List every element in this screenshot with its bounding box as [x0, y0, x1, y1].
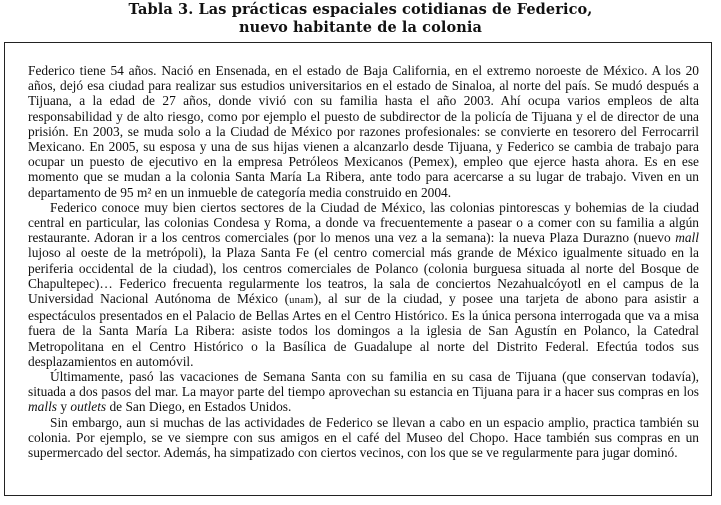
table-title [0, 1, 721, 37]
paragraph-2-text-c: ), al sur de la ciudad, y posee una tarjeta de abono para asistir a espectáculos presentados en el Palacio de Bellas Artes en el Centro Histórico. Es la única persona interrogada que va a misa fuera de la Santa María La Ribera: asiste todos los domingos a la iglesia de San Agustín en Polanco, la Catedral Metropolitana en el Centro Histórico o la Basílica de Guadalupe al norte del Distrito Federal. Efectúa todos sus desplazamientos en automóvil. [28, 291, 699, 369]
table-body [28, 63, 699, 460]
paragraph-1: Federico tiene 54 años. Nació en Ensenada, en el estado de Baja California, en el extremo noroeste de México. A los 20 años, dejó esa ciudad para realizar sus estudios universitarios en el estado de Sinaloa, al norte del país. Se mudó después a Tijuana, a la edad de 27 años, donde vivió con su familia hasta el año 2003. Ahí ocupa varios empleos de alta responsabilidad y de alto riesgo, como por ejemplo el puesto de subdirector de la policía de Tijuana y el de director de una prisión. En 2003, se muda solo a la Ciudad de México por razones profesionales: se convierte en tesorero del Ferrocarril Mexicano. En 2005, su esposa y una de sus hijas vienen a alcanzarlo desde Tijuana, y Federico se cambia de trabajo para ocupar un puesto de ejecutivo en la empresa Petróleos Mexicanos (Pemex), empleo que ejerce hasta ahora. Es en ese momento que se mudan a la colonia Santa María La Ribera, ante todo para acercarse a su lugar de trabajo. Viven en un departamento de 95 m² en un inmueble de categoría media construido en 2004. [28, 63, 699, 200]
table-title-line-2: nuevo habitante de la colonia [238, 19, 483, 36]
small-caps-unam: unam [289, 295, 314, 307]
paragraph-2-text-a: Federico conoce muy bien ciertos sectores de la Ciudad de México, las colonias pintorescas y bohemias de la ciudad central en particular, las colonias Condesa y Roma, a donde va frecuentemente a pasear o a comer con su familia a algún restaurante. Adoran ir a los centros comerciales (por lo menos una vez a la semana): la nueva Plaza Durazno (nuevo [28, 199, 699, 246]
italic-mall: mall [675, 230, 699, 246]
italic-outlets: outlets [70, 399, 107, 415]
paragraph-3 [28, 369, 699, 415]
table-title-line-1: Tabla 3. Las prácticas espaciales cotidianas de Federico, [128, 1, 593, 18]
paragraph-4: Sin embargo, aun si muchas de las actividades de Federico se llevan a cabo en un espacio amplio, practica también su colonia. Por ejemplo, se ve siempre con sus amigos en el café del Museo del Chopo. Hace también sus compras en un supermercado del sector. Además, ha simpatizado con ciertos vecinos, con los que se ve regularmente para jugar dominó. [28, 414, 699, 461]
paragraph-2-text-b: lujoso al oeste de la metrópoli), la Plaza Santa Fe (el centro comercial más grande de México igualmente situado en la periferia occidental de la ciudad), los centros comerciales de Polanco (colonia burguesa situada al norte del Bosque de Chapultepec)… Federico frecuenta regularmente los teatros, la sala de conciertos Nezahualcóyotl en el campus de la Universidad Nacional Autónoma de México ( [28, 245, 699, 307]
paragraph-3-text-b: y [57, 399, 71, 415]
paragraph-2 [28, 200, 699, 369]
paragraph-3-text-c: de San Diego, en Estados Unidos. [106, 399, 292, 415]
paragraph-3-text-a: Últimamente, pasó las vacaciones de Semana Santa con su familia en su casa de Tijuana (que conservan todavía), situada a dos pasos del mar. La mayor parte del tiempo aprovechan su estancia en Tijuana para ir a hacer sus compras en los [28, 369, 699, 400]
italic-malls: malls [28, 399, 58, 415]
